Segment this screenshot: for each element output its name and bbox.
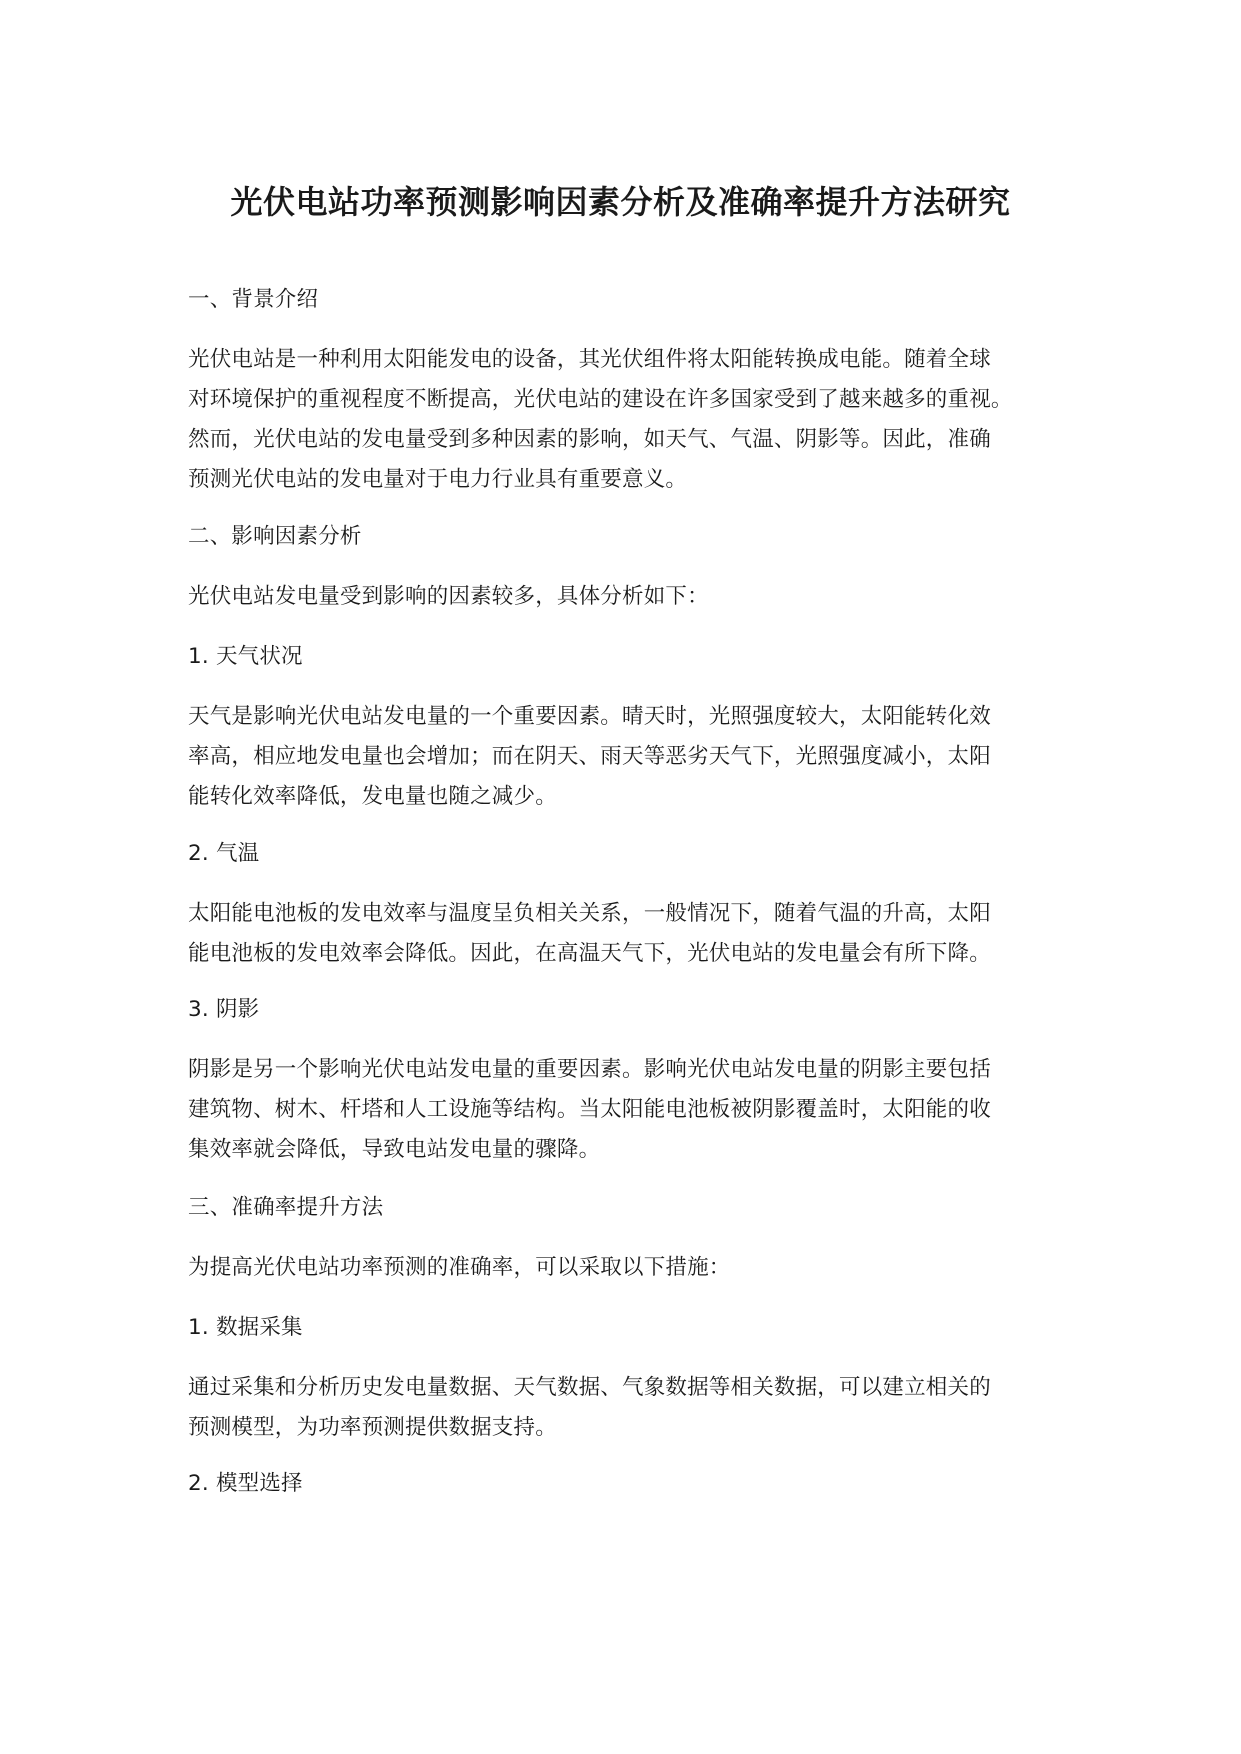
section-heading-background: 一、背景介绍 [188, 287, 319, 312]
paragraph-line: 预测光伏电站的发电量对于电力行业具有重要意义。 [188, 467, 688, 492]
paragraph-weather [188, 697, 991, 817]
subheading-shadow: 3. 阴影 [188, 997, 260, 1022]
paragraph-line: 光伏电站是一种利用太阳能发电的设备，其光伏组件将太阳能转换成电能。随着全球 [188, 347, 991, 372]
document-title: 光伏电站功率预测影响因素分析及准确率提升方法研究 [230, 183, 1011, 221]
paragraph-line: 率高，相应地发电量也会增加；而在阴天、雨天等恶劣天气下，光照强度减小，太阳 [188, 744, 991, 769]
paragraph-line: 对环境保护的重视程度不断提高，光伏电站的建设在许多国家受到了越来越多的重视。 [188, 387, 1013, 412]
paragraph-shadow [188, 1050, 991, 1170]
section-heading-methods: 三、准确率提升方法 [188, 1195, 384, 1220]
subheading-temperature: 2. 气温 [188, 841, 260, 866]
paragraph-line: 能转化效率降低，发电量也随之减少。 [188, 784, 557, 809]
paragraph-line: 天气是影响光伏电站发电量的一个重要因素。晴天时，光照强度较大，太阳能转化效 [188, 704, 991, 729]
paragraph-methods-intro: 为提高光伏电站功率预测的准确率，可以采取以下措施： [188, 1255, 731, 1280]
paragraph-line: 能电池板的发电效率会降低。因此，在高温天气下，光伏电站的发电量会有所下降。 [188, 941, 991, 966]
subheading-weather: 1. 天气状况 [188, 644, 303, 669]
paragraph-factors-intro: 光伏电站发电量受到影响的因素较多，具体分析如下： [188, 584, 709, 609]
paragraph-line: 然而，光伏电站的发电量受到多种因素的影响，如天气、气温、阴影等。因此，准确 [188, 427, 991, 452]
section-heading-factors: 二、影响因素分析 [188, 524, 362, 549]
subheading-model-selection: 2. 模型选择 [188, 1471, 303, 1496]
paragraph-line: 通过采集和分析历史发电量数据、天气数据、气象数据等相关数据，可以建立相关的 [188, 1375, 991, 1400]
paragraph-temperature [188, 894, 991, 974]
paragraph-line: 集效率就会降低，导致电站发电量的骤降。 [188, 1137, 601, 1162]
paragraph-data-collection [188, 1368, 991, 1448]
paragraph-background [188, 340, 1013, 500]
paragraph-line: 预测模型，为功率预测提供数据支持。 [188, 1415, 557, 1440]
paragraph-line: 太阳能电池板的发电效率与温度呈负相关关系，一般情况下，随着气温的升高，太阳 [188, 901, 991, 926]
paragraph-line: 阴影是另一个影响光伏电站发电量的重要因素。影响光伏电站发电量的阴影主要包括 [188, 1057, 991, 1082]
subheading-data-collection: 1. 数据采集 [188, 1315, 303, 1340]
paragraph-line: 建筑物、树木、杆塔和人工设施等结构。当太阳能电池板被阴影覆盖时，太阳能的收 [188, 1097, 991, 1122]
